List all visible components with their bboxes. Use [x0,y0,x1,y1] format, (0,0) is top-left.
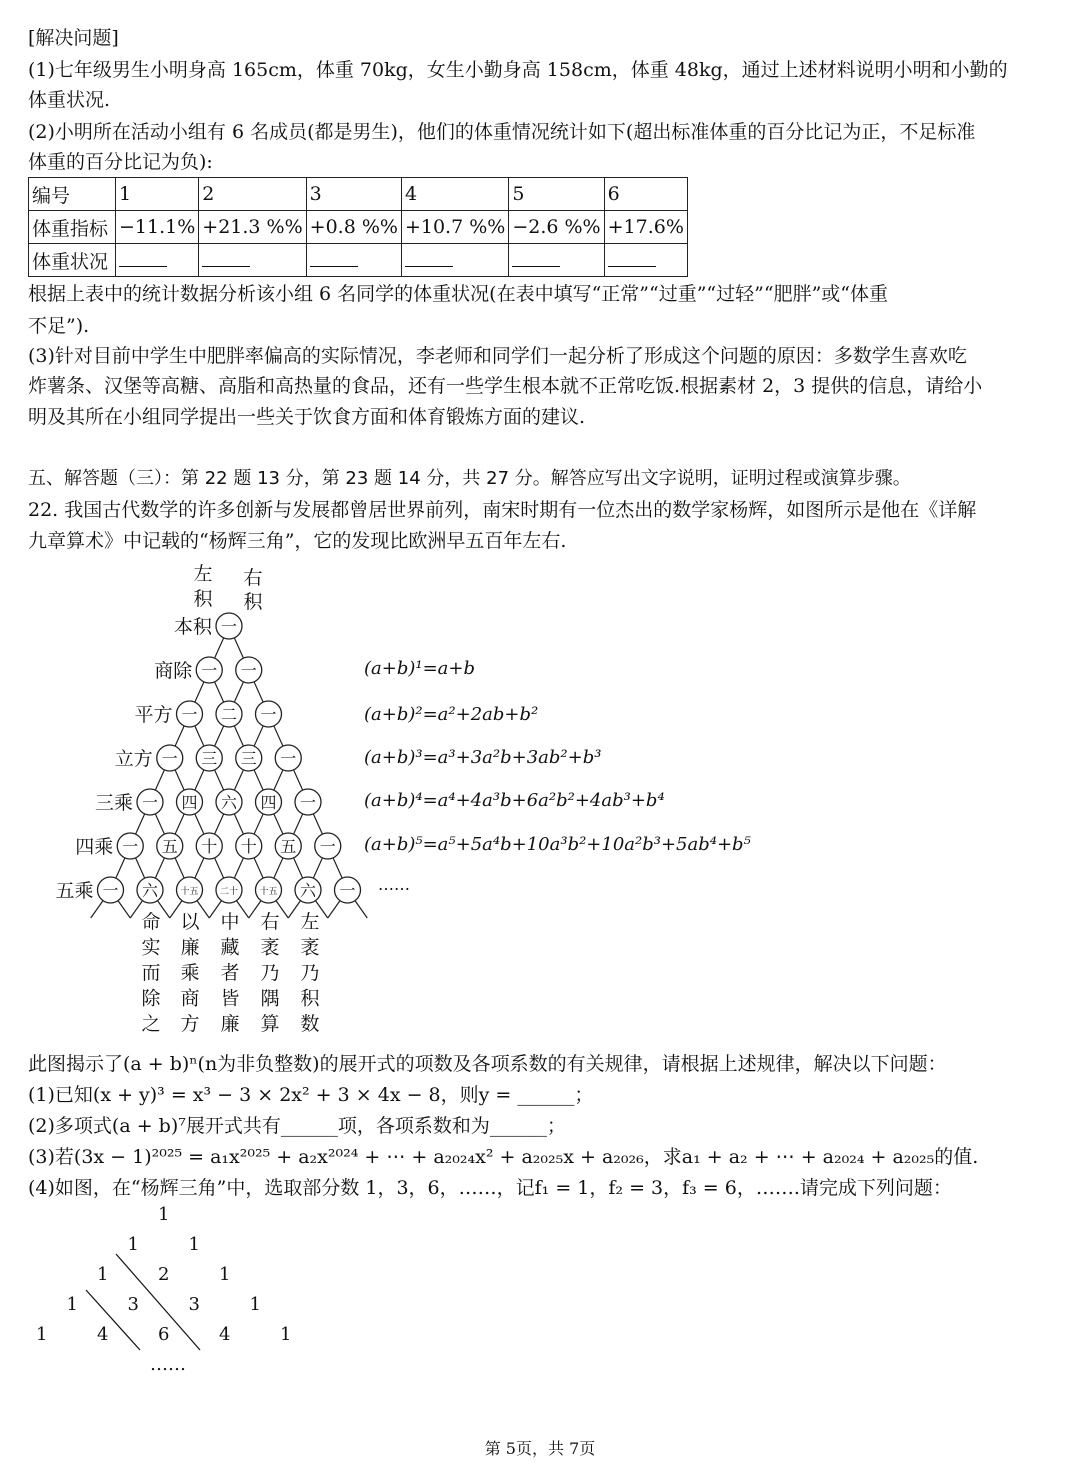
table-cell: 2 [199,178,306,211]
top-right-label: 积 [243,591,263,613]
triangle-number: 3 [127,1294,139,1315]
triangle-number: 1 [219,1264,231,1285]
bottom-column-char: 数 [300,1013,320,1035]
triangle-node-value: 五 [161,837,178,856]
bottom-column-char: 袤 [260,936,280,959]
bottom-column-char: 除 [141,987,161,1010]
triangle-number: 1 [280,1324,292,1345]
triangle-ellipsis: …… [378,875,410,894]
row-label: 本积 [173,616,212,638]
row-label: 商除 [154,660,193,682]
triangle-node-value: 十 [201,837,218,856]
table-cell: +21.3 %% [199,211,306,244]
triangle-number: 1 [36,1324,48,1345]
question-2-after-line-2: 不足”). [28,315,90,337]
bottom-column-char: 算 [260,1013,280,1035]
triangle-node-value: 二十 [219,887,239,897]
triangle-node-value: 一 [280,749,297,768]
triangle-node-value: 一 [161,749,178,768]
bottom-column-char: 藏 [220,936,240,959]
triangle-node-value: 一 [260,705,277,724]
table-cell: −2.6 %% [509,211,604,244]
triangle-node-value: 四 [181,793,198,812]
table-cell: 1 [116,178,199,211]
table-row [29,178,688,211]
bottom-column-char: 实 [141,936,161,959]
formula-power-2: (a+b)²=a²+2ab+b² [364,704,539,725]
table-row [29,244,688,277]
bottom-column-char: 以 [180,911,200,933]
bottom-column-char: 商 [180,987,200,1010]
question-22-stem: 此图揭示了(a + b)ⁿ(n为非负整数)的展开式的项数及各项系数的有关规律，请根据上述规律，解决以下问题： [28,1053,947,1075]
bottom-column-char: 廉 [180,936,200,959]
triangle-ellipsis: …… [150,1354,186,1375]
triangle-node-value: 六 [141,881,159,900]
question-1-line-2: 体重状况. [28,89,111,111]
bottom-column-char: 右 [260,911,280,933]
row-header: 编号 [29,178,116,211]
top-right-label: 右 [243,567,263,589]
triangle-node-value: 一 [299,793,317,812]
table-cell: 3 [306,178,401,211]
bottom-column-char: 袤 [300,936,320,959]
question-22-part-1: (1)已知(x + y)³ = x³ − 3 × 2x² + 3 × 4x − 8，则y = ______； [28,1084,594,1106]
question-22-intro-line-2: 九章算术》中记载的“杨辉三角”，它的发现比欧洲早五百年左右. [28,530,567,552]
triangle-node-value: 一 [201,661,218,680]
triangle-number: 4 [97,1324,109,1345]
question-2-line-2: 体重的百分比记为负): [28,151,213,173]
triangle-number: 2 [158,1264,170,1285]
weight-table [28,177,688,277]
formula-power-3: (a+b)³=a³+3a²b+3ab²+b³ [364,747,602,768]
answer-blank [509,244,604,277]
triangle-number: 1 [158,1204,170,1225]
bottom-column-char: 积 [300,987,320,1010]
row-label: 三乘 [94,792,133,814]
bottom-column-char: 者 [220,962,240,984]
triangle-number: 1 [127,1234,139,1255]
triangle-node-value: 一 [141,793,159,812]
bottom-column-char: 左 [300,911,320,933]
top-left-label: 积 [193,588,213,610]
triangle-node-value: 三 [240,749,257,768]
bottom-column-char: 方 [180,1013,200,1035]
table-cell: −11.1% [116,211,199,244]
triangle-number: 3 [188,1294,200,1315]
row-label: 五乘 [55,880,94,902]
question-1-line-1: (1)七年级男生小明身高 165cm，体重 70kg，女生小勤身高 158cm，体重 48kg，通过上述材料说明小明和小勤的 [28,59,1008,81]
answer-blank [199,244,306,277]
table-cell: +17.6% [604,211,687,244]
triangle-node-value: 一 [220,617,238,636]
table-cell: 4 [401,178,508,211]
bottom-column-char: 皆 [220,987,240,1010]
table-cell: 5 [509,178,604,211]
question-3-line-2: 炸薯条、汉堡等高糖、高脂和高热量的食品，还有一些学生根本就不正常吃饭.根据素材 2，3 提供的信息，请给小 [28,375,983,397]
row-label: 平方 [134,704,173,726]
answer-blank [306,244,401,277]
table-row [29,211,688,244]
section-title: [解决问题] [28,27,119,49]
triangle-node-value: 一 [102,881,119,900]
triangle-node-value: 三 [201,749,218,768]
question-22-intro-line-1: 22. 我国古代数学的许多创新与发展都曾居世界前列，南宋时期有一位杰出的数学家杨辉，如图所示是他在《详解 [28,499,977,521]
row-label: 四乘 [75,836,114,858]
page-footer: 第 5页，共 7页 [484,1439,596,1458]
triangle-node-value: 一 [339,881,356,900]
question-22-part-3: (3)若(3x − 1)²⁰²⁵ = a₁x²⁰²⁵ + a₂x²⁰²⁴ + ⋯ + a₂₀₂₄x² + a₂₀₂₅x + a₂₀₂₆，求a₁ + a₂ + ⋯ + a₂₀₂₄ + a₂₀₂₅的值. [28,1146,979,1168]
answer-blank [604,244,687,277]
table-cell: +10.7 %% [401,211,508,244]
bottom-column-char: 乘 [180,962,200,984]
triangle-node-value: 六 [299,881,317,900]
question-2-after-line-1: 根据上表中的统计数据分析该小组 6 名同学的体重状况(在表中填写“正常”“过重”“过轻”“肥胖”或“体重 [28,283,889,305]
top-left-label: 左 [193,563,213,585]
small-pascal-triangle [0,1200,330,1390]
answer-blank [401,244,508,277]
triangle-node-value: 十 [240,837,257,856]
question-22-part-4: (4)如图，在“杨辉三角”中，选取部分数 1，3，6，……，记f₁ = 1，f₂ = 3，f₃ = 6，…….请完成下列问题： [28,1177,952,1199]
triangle-number: 4 [219,1324,231,1345]
triangle-node-value: 一 [240,661,257,680]
triangle-node-value: 五 [280,837,297,856]
part-5-header: 五、解答题（三）：第 22 题 13 分，第 23 题 14 分，共 27 分。解答应写出文字说明，证明过程或演算步骤。 [28,468,911,489]
table-cell: +0.8 %% [306,211,401,244]
triangle-number: 1 [249,1294,261,1315]
triangle-node-value: 六 [220,793,238,812]
triangle-node-value: 一 [319,837,336,856]
triangle-node-value: 十五 [180,887,199,897]
row-label: 立方 [114,748,153,770]
formula-power-5: (a+b)⁵=a⁵+5a⁴b+10a³b²+10a²b³+5ab⁴+b⁵ [364,834,751,855]
triangle-number: 1 [66,1294,78,1315]
triangle-node-value: 十五 [259,887,278,897]
bottom-column-char: 乃 [300,962,320,984]
bottom-column-char: 隅 [260,987,280,1010]
row-header: 体重状况 [29,244,116,277]
triangle-number: 1 [97,1264,109,1285]
bottom-column-char: 廉 [220,1013,240,1035]
triangle-node-value: 一 [122,837,139,856]
bottom-column-char: 命 [141,911,161,933]
question-3-line-1: (3)针对目前中学生中肥胖率偏高的实际情况，李老师和同学们一起分析了形成这个问题的原因：多数学生喜欢吃 [28,345,967,367]
bottom-column-char: 之 [141,1013,161,1035]
table-cell: 6 [604,178,687,211]
formula-power-1: (a+b)¹=a+b [364,658,476,679]
triangle-node-value: 四 [260,793,277,812]
bottom-column-char: 而 [141,962,161,984]
bottom-column-char: 乃 [260,962,280,984]
formula-power-4: (a+b)⁴=a⁴+4a³b+6a²b²+4ab³+b⁴ [364,790,665,811]
bottom-column-char: 中 [220,911,240,933]
question-2-line-1: (2)小明所在活动小组有 6 名成员(都是男生)，他们的体重情况统计如下(超出标准体重的百分比记为正，不足标准 [28,121,976,143]
question-22-part-2: (2)多项式(a + b)⁷展开式共有______项，各项系数和为______； [28,1115,566,1137]
question-3-line-3: 明及其所在小组同学提出一些关于饮食方面和体育锻炼方面的建议. [28,406,586,428]
answer-blank [116,244,199,277]
triangle-node-value: 二 [220,705,238,724]
row-header: 体重指标 [29,211,116,244]
triangle-number: 6 [158,1324,170,1345]
triangle-number: 1 [188,1234,200,1255]
triangle-node-value: 一 [181,705,198,724]
